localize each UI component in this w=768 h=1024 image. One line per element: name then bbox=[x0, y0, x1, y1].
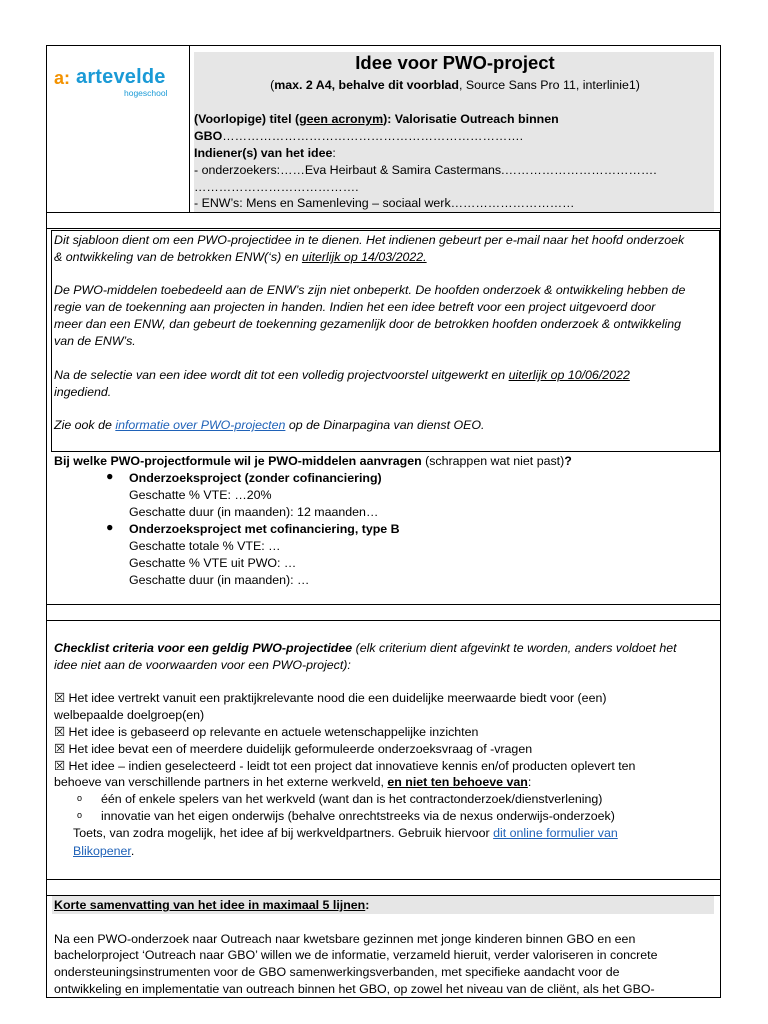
row-divider-1 bbox=[46, 212, 721, 213]
option2-pwo: Geschatte % VTE uit PWO: … bbox=[129, 556, 297, 570]
option2-title: Onderzoeksproject met cofinanciering, type B bbox=[129, 522, 400, 536]
intro-p1-line2: & ontwikkeling van de betrokken ENW(‘s) en uiterlijk op 14/03/2022. bbox=[54, 250, 427, 264]
online-form-link[interactable]: dit online formulier van bbox=[493, 826, 618, 840]
option1-title: Onderzoeksproject (zonder cofinanciering) bbox=[129, 471, 382, 485]
summary-line-2: bachelorproject ‘Outreach naar GBO’ willen we de informatie, verzameld hieruit, verder valoriseren in concrete bbox=[54, 948, 658, 962]
title-continuation: GBO………………………………………………………………. bbox=[194, 129, 524, 143]
checklist-heading: Checklist criteria voor een geldig PWO-projectidee (elk criterium dient afgevinkt te worden, anders voldoet het bbox=[54, 641, 677, 655]
intro-p2-line2: regie van de toekenning aan projecten in handen. Indien het een idee betreft voor een project uitgevoerd door bbox=[54, 300, 656, 314]
logo-name: artevelde bbox=[76, 66, 166, 88]
checklist-item-2: ☒ Het idee is gebaseerd op relevante en actuele wetenschappelijke inzichten bbox=[54, 725, 479, 739]
option1-duur: Geschatte duur (in maanden): 12 maanden… bbox=[129, 505, 379, 519]
formula-question: Bij welke PWO-projectformule wil je PWO-middelen aanvragen (schrappen wat niet past)? bbox=[54, 454, 572, 468]
checklist-sub-2: innovatie van het eigen onderwijs (behalve onrechtstreeks via de nexus onderwijs-onderzoek) bbox=[101, 809, 615, 823]
toets-line1: Toets, van zodra mogelijk, het idee af bij werkveldpartners. Gebruik hiervoor dit online formulier van bbox=[73, 826, 618, 840]
page-subtitle: (max. 2 A4, behalve dit voorblad, Source Sans Pro 11, interlinie1) bbox=[270, 78, 640, 92]
summary-line-3: ondersteuningsinstrumenten voor de GBO samenwerkingsverbanden, met specifieke aandacht voor de bbox=[54, 965, 620, 979]
enw-line: - ENW’s: Mens en Samenleving – sociaal werk………………………… bbox=[194, 196, 575, 210]
checklist-sub-1: één of enkele spelers van het werkveld (want dan is het contractonderzoek/dienstverlening) bbox=[101, 792, 603, 806]
row-divider-2 bbox=[46, 228, 721, 229]
summary-line-1: Na een PWO-onderzoek naar Outreach naar kwetsbare gezinnen met jonge kinderen binnen GBO en een bbox=[54, 932, 636, 946]
intro-p4: Zie ook de informatie over PWO-projecten op de Dinarpagina van dienst OEO. bbox=[54, 418, 485, 432]
bullet-icon: ● bbox=[106, 520, 114, 534]
summary-heading: Korte samenvatting van het idee in maximaal 5 lijnen: bbox=[54, 898, 370, 912]
logo-mark: a: bbox=[54, 68, 71, 88]
circle-bullet-icon: o bbox=[77, 810, 83, 820]
row-divider-5 bbox=[46, 879, 721, 880]
onderzoekers-continuation: …………………………………. bbox=[194, 180, 359, 194]
intro-p1-line1: Dit sjabloon dient om een PWO-projectidee in te dienen. Het indienen gebeurt per e-mail naar het hoofd onderzoek bbox=[54, 233, 685, 247]
checklist-item-3: ☒ Het idee bevat een of meerdere duidelijk geformuleerde onderzoeksvraag of -vragen bbox=[54, 742, 533, 756]
toets-line2: Blikopener. bbox=[73, 844, 135, 858]
intro-p2-line1: De PWO-middelen toebedeeld aan de ENW’s zijn niet onbeperkt. De hoofden onderzoek & ontwikkeling hebben de bbox=[54, 283, 686, 297]
checked-box-icon: ☒ bbox=[54, 742, 66, 756]
option1-vte: Geschatte % VTE: …20% bbox=[129, 488, 272, 502]
indieners-label: Indiener(s) van het idee: bbox=[194, 146, 336, 160]
intro-p2-line3: meer dan een ENW, dan gebeurt de toekenning gezamenlijk door de betrokken hoofden onderzoek & ontwikkeling bbox=[54, 317, 682, 331]
onderzoekers-line: - onderzoekers:……Eva Heirbaut & Samira Castermans.………………………………. bbox=[194, 163, 657, 177]
checked-box-icon: ☒ bbox=[54, 725, 66, 739]
blikopener-link[interactable]: Blikopener bbox=[73, 844, 131, 858]
artevelde-logo bbox=[54, 68, 174, 98]
option2-totaal: Geschatte totale % VTE: … bbox=[129, 539, 281, 553]
pwo-info-link[interactable]: informatie over PWO-projecten bbox=[115, 418, 286, 432]
circle-bullet-icon: o bbox=[77, 793, 83, 803]
summary-line-4: ontwikkeling en implementatie van outreach binnen het GBO, op zowel het niveau van de cliënt, als het GBO- bbox=[54, 982, 655, 996]
option2-duur: Geschatte duur (in maanden): … bbox=[129, 573, 310, 587]
checklist-item-4: ☒ Het idee – indien geselecteerd - leidt tot een project dat innovatieve kennis en/of producten oplevert ten bbox=[54, 759, 636, 773]
checklist-item-1-cont: welbepaalde doelgroep(en) bbox=[54, 708, 205, 722]
checklist-heading-line2: idee niet aan de voorwaarden voor een PWO-project): bbox=[54, 658, 351, 672]
checked-box-icon: ☒ bbox=[54, 759, 66, 773]
logo-subtitle: hogeschool bbox=[124, 88, 168, 98]
intro-p3-line2: ingediend. bbox=[54, 385, 112, 399]
row-divider-3 bbox=[46, 604, 721, 605]
checked-box-icon: ☒ bbox=[54, 691, 66, 705]
header-column-divider bbox=[189, 45, 190, 213]
bullet-icon: ● bbox=[106, 469, 114, 483]
intro-p2-line4: van de ENW’s. bbox=[54, 334, 136, 348]
checklist-item-1: ☒ Het idee vertrekt vanuit een praktijkrelevante nood die een duidelijke meerwaarde biedt voor (een) bbox=[54, 691, 607, 705]
title-label: (Voorlopige) titel (geen acronym): Valorisatie Outreach binnen bbox=[194, 112, 559, 126]
checklist-item-4-cont: behoeve van verschillende partners in het externe werkveld, en niet ten behoeve van: bbox=[54, 775, 532, 789]
page-title: Idee voor PWO-project bbox=[355, 52, 555, 73]
row-divider-4 bbox=[46, 620, 721, 621]
intro-p3-line1: Na de selectie van een idee wordt dit tot een volledig projectvoorstel uitgewerkt en uiterlijk op 10/06/2022 bbox=[54, 368, 630, 382]
row-divider-6 bbox=[46, 895, 721, 896]
